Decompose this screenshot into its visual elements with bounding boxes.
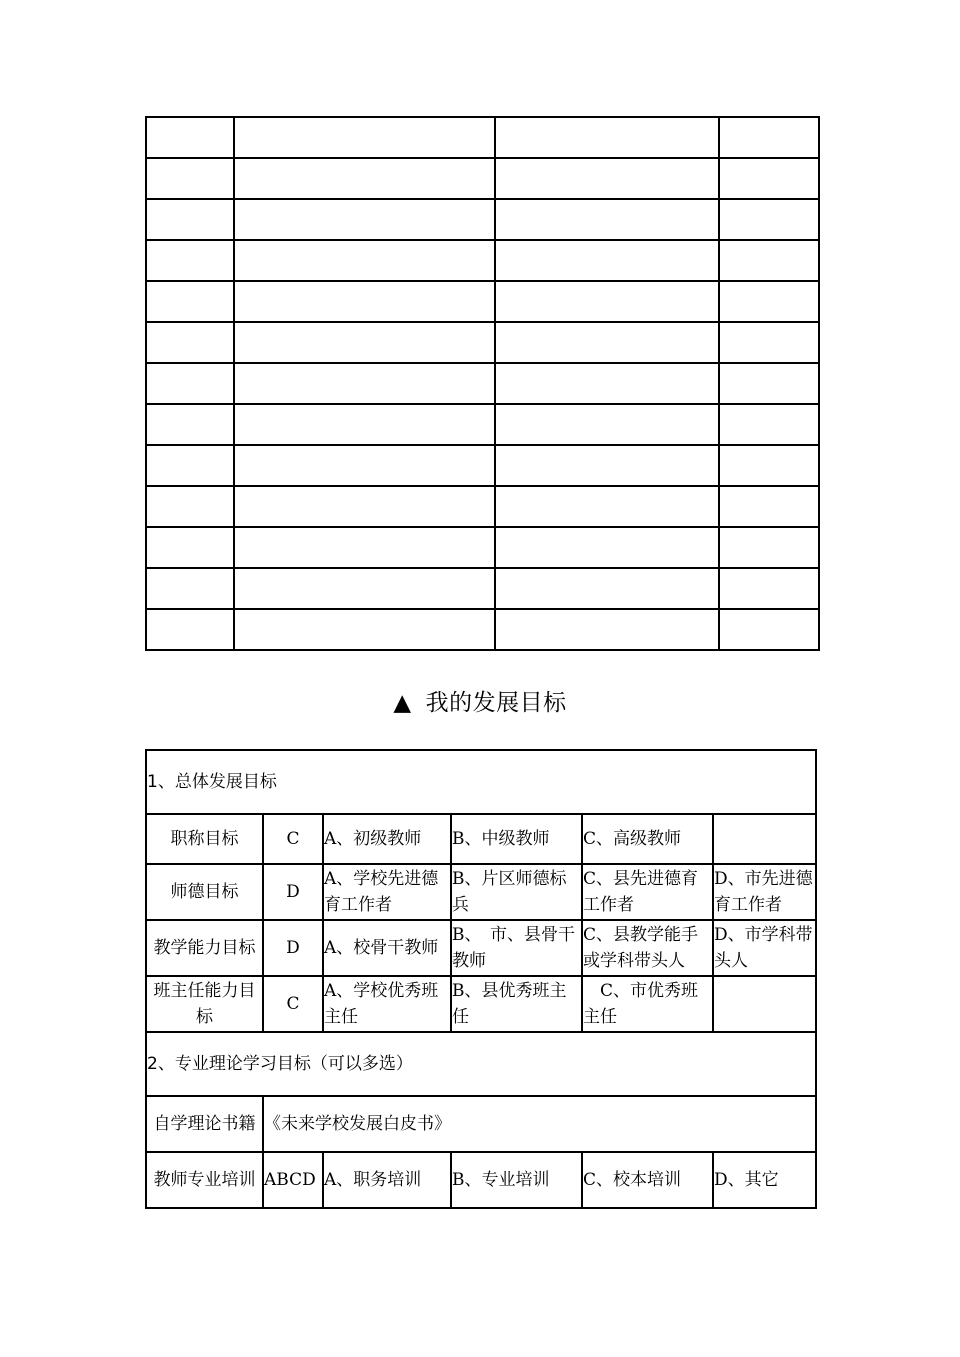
blank-cell xyxy=(719,527,819,568)
blank-cell xyxy=(146,445,234,486)
blank-cell xyxy=(146,486,234,527)
blank-cell xyxy=(234,281,495,322)
blank-cell xyxy=(146,240,234,281)
section-heading xyxy=(0,684,960,717)
training-option: A、职务培训 xyxy=(323,1152,451,1208)
goal-label: 职称目标 xyxy=(146,814,263,864)
goal-option: C、县教学能手或学科带头人 xyxy=(582,920,713,976)
blank-cell xyxy=(234,199,495,240)
blank-cell xyxy=(495,527,719,568)
blank-row xyxy=(146,281,819,322)
blank-cell xyxy=(495,199,719,240)
books-row xyxy=(146,1096,816,1152)
blank-cell xyxy=(146,609,234,650)
triangle-marker-icon: ▲ xyxy=(393,690,412,716)
goal-option: B、片区师德标兵 xyxy=(451,864,582,920)
goal-option: A、校骨干教师 xyxy=(323,920,451,976)
goal-option: C、高级教师 xyxy=(582,814,713,864)
blank-cell xyxy=(719,609,819,650)
development-goals-table xyxy=(145,749,817,1209)
blank-cell xyxy=(495,240,719,281)
blank-record-table xyxy=(145,116,820,651)
blank-cell xyxy=(146,281,234,322)
training-option: D、其它 xyxy=(713,1152,816,1208)
goal-option: C、县先进德育工作者 xyxy=(582,864,713,920)
blank-cell xyxy=(146,199,234,240)
blank-cell xyxy=(495,117,719,158)
training-label: 教师专业培训 xyxy=(146,1152,263,1208)
section-overall-title: 1、总体发展目标 xyxy=(146,750,816,814)
blank-cell xyxy=(234,322,495,363)
goal-choice: C xyxy=(263,976,323,1032)
goal-label: 师德目标 xyxy=(146,864,263,920)
blank-cell xyxy=(146,404,234,445)
goal-row xyxy=(146,864,816,920)
blank-cell xyxy=(719,199,819,240)
blank-cell xyxy=(719,486,819,527)
goal-choice: C xyxy=(263,814,323,864)
goal-option: A、学校优秀班主任 xyxy=(323,976,451,1032)
blank-cell xyxy=(234,363,495,404)
goal-option: C、市优秀班主任 xyxy=(582,976,713,1032)
blank-row xyxy=(146,240,819,281)
blank-cell xyxy=(146,117,234,158)
blank-cell xyxy=(146,322,234,363)
blank-row xyxy=(146,363,819,404)
blank-cell xyxy=(719,281,819,322)
blank-row xyxy=(146,445,819,486)
blank-cell xyxy=(719,117,819,158)
blank-cell xyxy=(234,486,495,527)
blank-cell xyxy=(719,445,819,486)
goal-option: B、中级教师 xyxy=(451,814,582,864)
blank-cell xyxy=(234,404,495,445)
blank-row xyxy=(146,158,819,199)
blank-row xyxy=(146,404,819,445)
goal-option: A、学校先进德育工作者 xyxy=(323,864,451,920)
training-option: C、校本培训 xyxy=(582,1152,713,1208)
books-value: 《未来学校发展白皮书》 xyxy=(263,1096,816,1152)
blank-cell xyxy=(234,117,495,158)
blank-cell xyxy=(495,609,719,650)
blank-row xyxy=(146,486,819,527)
section-theory-title: 2、专业理论学习目标（可以多选） xyxy=(146,1032,816,1096)
goal-label: 教学能力目标 xyxy=(146,920,263,976)
blank-row xyxy=(146,117,819,158)
goal-row xyxy=(146,976,816,1032)
blank-cell xyxy=(719,363,819,404)
books-label: 自学理论书籍 xyxy=(146,1096,263,1152)
blank-cell xyxy=(234,568,495,609)
goal-option: B、县优秀班主任 xyxy=(451,976,582,1032)
goal-choice: D xyxy=(263,864,323,920)
goal-option: B、 市、县骨干教师 xyxy=(451,920,582,976)
blank-cell xyxy=(719,322,819,363)
blank-cell xyxy=(234,158,495,199)
blank-cell xyxy=(495,404,719,445)
blank-cell xyxy=(495,158,719,199)
training-row xyxy=(146,1152,816,1208)
goal-option xyxy=(713,814,816,864)
goal-option: D、市学科带头人 xyxy=(713,920,816,976)
blank-cell xyxy=(719,404,819,445)
training-choice: ABCD xyxy=(263,1152,323,1208)
blank-cell xyxy=(146,527,234,568)
heading-text: 我的发展目标 xyxy=(425,690,567,716)
blank-cell xyxy=(234,445,495,486)
blank-cell xyxy=(146,363,234,404)
blank-cell xyxy=(495,568,719,609)
blank-cell xyxy=(719,158,819,199)
goal-option xyxy=(713,976,816,1032)
blank-cell xyxy=(495,281,719,322)
goal-option: A、初级教师 xyxy=(323,814,451,864)
blank-cell xyxy=(234,527,495,568)
goal-row xyxy=(146,814,816,864)
training-option: B、专业培训 xyxy=(451,1152,582,1208)
blank-cell xyxy=(234,240,495,281)
blank-cell xyxy=(719,240,819,281)
goal-choice: D xyxy=(263,920,323,976)
blank-cell xyxy=(495,363,719,404)
blank-cell xyxy=(495,486,719,527)
blank-row xyxy=(146,568,819,609)
goal-option: D、市先进德育工作者 xyxy=(713,864,816,920)
blank-cell xyxy=(146,158,234,199)
blank-row xyxy=(146,199,819,240)
blank-row xyxy=(146,527,819,568)
blank-cell xyxy=(719,568,819,609)
blank-cell xyxy=(234,609,495,650)
blank-cell xyxy=(146,568,234,609)
blank-row xyxy=(146,322,819,363)
blank-row xyxy=(146,609,819,650)
blank-cell xyxy=(495,445,719,486)
blank-cell xyxy=(495,322,719,363)
goal-label: 班主任能力目标 xyxy=(146,976,263,1032)
goal-row xyxy=(146,920,816,976)
